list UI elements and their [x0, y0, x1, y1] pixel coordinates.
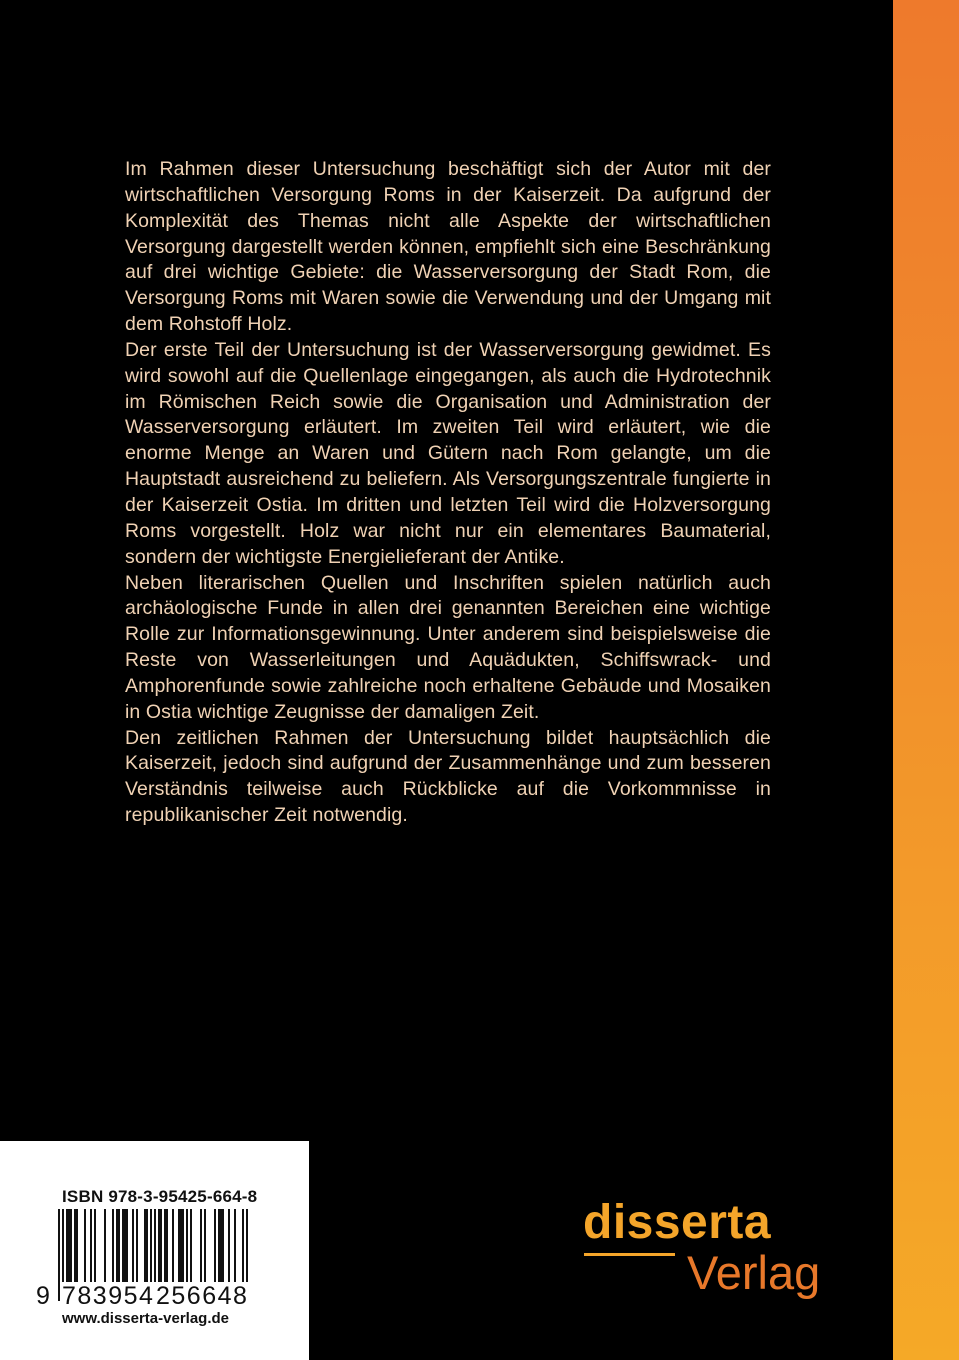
barcode-bar	[178, 1209, 180, 1287]
barcode-bar	[68, 1209, 70, 1287]
barcode-bar	[66, 1209, 68, 1287]
barcode-bar	[172, 1209, 174, 1287]
barcode-bar	[218, 1209, 220, 1287]
barcode-bar	[222, 1209, 224, 1287]
barcode-bar	[166, 1209, 168, 1287]
barcode-bar	[214, 1209, 216, 1287]
blurb-paragraph-1: Im Rahmen dieser Untersuchung beschäftigt sich der Autor mit der wirtschaftlichen Versorgung Roms in der Kaiserzeit. Da aufgrund der Komplexität des Themas nicht alle Aspekte der wirtschaftlichen Versorgung dargestellt werden können, empfiehlt sich eine Beschränkung auf drei wichtige Gebiete: die Wasserversorgung der Stadt Rom, die Versorgung Roms mit Waren sowie die Verwendung und der Umgang mit dem Rohstoff Holz.	[125, 158, 771, 336]
barcode-bar	[76, 1209, 78, 1287]
barcode-bar	[70, 1209, 72, 1287]
barcode-bar	[158, 1209, 160, 1287]
isbn-label: ISBN 978-3-95425-664-8	[62, 1187, 258, 1206]
publisher-logo	[583, 1195, 843, 1315]
barcode-digit-first: 9	[36, 1282, 50, 1310]
barcode-bar	[164, 1209, 166, 1287]
barcode-bar	[94, 1209, 96, 1287]
logo-subtitle: Verlag	[687, 1246, 821, 1299]
barcode-bar	[234, 1209, 236, 1287]
logo-wordmark: disserta	[583, 1196, 772, 1249]
barcode-bar	[118, 1209, 120, 1287]
barcode-bar	[104, 1209, 106, 1287]
barcode-bar	[122, 1209, 124, 1287]
barcode-bar	[126, 1209, 128, 1287]
barcode-bar	[112, 1209, 114, 1287]
barcode-bar	[74, 1209, 76, 1287]
barcode-digits-left: 783954	[62, 1282, 155, 1310]
barcode-bar	[124, 1209, 126, 1287]
barcode-bar	[180, 1209, 182, 1287]
barcode-bar	[84, 1209, 86, 1287]
blurb-paragraph-3: Neben literarischen Quellen und Inschriften spielen natürlich auch archäologische Funde in allen drei genannten Bereichen eine wichtige Rolle zur Informationsgewinnung. Unter anderem sind beispielsweise die Reste von Wasserleitungen und Aquädukten, Schiffswrack- und Amphorenfunde sowie zahlreiche noch erhaltene Gebäude und Mosaiken in Ostia wichtige Zeugnisse der damaligen Zeit.	[125, 571, 771, 723]
blurb-paragraph-4: Den zeitlichen Rahmen der Untersuchung bildet hauptsächlich die Kaiserzeit, jedoch sind aufgrund der Zusammenhänge und zum besseren Verständnis teilweise auch Rückblicke auf die Vorkommnisse in republikanischer Zeit notwendig.	[125, 726, 771, 827]
publisher-url: www.disserta-verlag.de	[62, 1310, 230, 1327]
barcode-bar	[90, 1209, 92, 1287]
barcode-bar	[182, 1209, 184, 1287]
barcode-bar	[116, 1209, 118, 1287]
barcode-bar	[228, 1209, 230, 1287]
barcode-panel	[0, 1141, 309, 1360]
barcode-bar	[200, 1209, 202, 1287]
blurb-paragraph-2: Der erste Teil der Untersuchung ist der Wasserversorgung gewidmet. Es wird sowohl auf die Quellenlage eingegangen, als auch die Hydrotechnik im Römischen Reich sowie die Organisation und Administration der Wasserversorgung erläutert. Im zweiten Teil wird erläutert, wie die enorme Menge an Waren und Gütern nach Rom gelangte, um die Hauptstadt ausreichend zu beliefern. Als Versorgungszentrale fungierte in der Kaiserzeit Ostia. Im dritten und letzten Teil wird die Holzversorgung Roms vorgestellt. Holz war nicht nur ein elementares Baumaterial, sondern der wichtigste Energielieferant der Antike.	[125, 338, 771, 568]
blurb-text	[125, 157, 771, 829]
barcode-bar	[132, 1209, 134, 1287]
barcode-bar	[220, 1209, 222, 1287]
barcode-digits-right: 256648	[156, 1282, 249, 1310]
barcode-bar	[146, 1209, 148, 1287]
orange-side-stripe	[893, 0, 959, 1360]
barcode-bar	[136, 1209, 138, 1287]
barcode-bar	[144, 1209, 146, 1287]
barcode-bar	[190, 1209, 192, 1287]
barcode-bar	[204, 1209, 206, 1287]
barcode-bar	[186, 1209, 188, 1287]
logo-underline	[584, 1253, 675, 1256]
barcode-bar	[160, 1209, 162, 1287]
